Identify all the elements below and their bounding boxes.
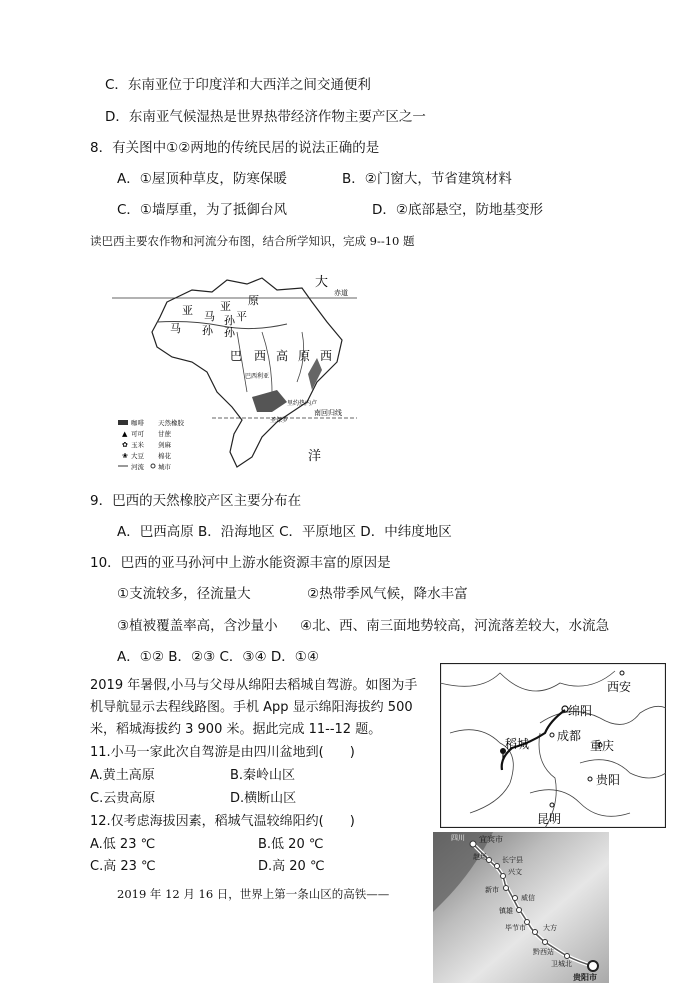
q9-stem: 9．巴西的天然橡胶产区主要分布在 (90, 493, 302, 509)
route-map (440, 663, 666, 828)
city-rio: 里约热内卢 (287, 400, 318, 407)
ocean-label-bottom: 洋 (308, 449, 322, 464)
legend-soybean: 大豆 (131, 452, 144, 460)
q12-stem: 12.仅考虑海拔因素，稻城气温较绵阳约( ) (90, 814, 355, 829)
city-saopaulo: 圣保罗 (270, 417, 289, 424)
legend-sugarcane: 甘蔗 (158, 430, 171, 438)
legend-river: 河流 (131, 463, 144, 471)
legend-city: 城市 (158, 463, 171, 471)
plateau-label-3: 高 (276, 349, 289, 363)
q11-option-c: C.云贵高原 (90, 791, 156, 806)
legend-coffee: 咖啡 (131, 419, 144, 427)
station-weichengbei: 卫城北 (551, 960, 572, 968)
q10-statement-1: ①支流较多，径流量大 (117, 586, 251, 602)
city-xian: 西安 (607, 680, 632, 694)
legend-sisal: 剑麻 (158, 441, 171, 449)
plateau-label-1: 巴 (230, 349, 243, 363)
q10-options: A．①② B．②③ C．③④ D．①④ (117, 649, 320, 665)
q8-option-a: A．①屋顶种草皮，防寒保暖 (117, 171, 287, 187)
q10-statement-3: ③植被覆盖率高，含沙量小 (117, 618, 278, 634)
amazon-label-7: 马 (170, 322, 181, 335)
station-zhaochang: 赵场 (473, 853, 487, 861)
q11-stem: 11.小马一家此次自驾游是由四川盆地到( ) (90, 745, 355, 760)
tropic-label: 南回归线 (314, 409, 342, 417)
brazil-map-intro: 读巴西主要农作物和河流分布图，结合所学知识，完成 9--10 题 (90, 234, 415, 248)
q8-stem: 8．有关图中①②两地的传统民居的说法正确的是 (90, 140, 380, 156)
trip-intro-line-3: 米，稻城海拔约 3 900 米。据此完成 11--12 题。 (90, 722, 382, 737)
amazon-label-5: 原 (248, 294, 259, 307)
q10-statement-4: ④北、西、南三面地势较高，河流落差较大，水流急 (300, 618, 610, 634)
q8-option-c: C．①墙厚重，为了抵御台风 (117, 202, 288, 218)
q9-options: A．巴西高原 B．沿海地区 C．平原地区 D．中纬度地区 (117, 524, 452, 540)
east-label: 西 (320, 349, 333, 363)
amazon-label-9: 孙 (224, 326, 235, 339)
plateau-label-4: 原 (298, 349, 311, 363)
amazon-label-1: 亚 (182, 304, 193, 317)
city-mianyang: 绵阳 (568, 704, 593, 718)
station-xinshi: 新市 (485, 886, 499, 894)
trip-intro-line-2: 机导航显示去程线路图。手机 App 显示绵阳海拔约 500 (90, 700, 413, 715)
city-chengdu: 成都 (557, 729, 582, 743)
station-xingwen: 兴文 (508, 868, 522, 876)
plateau-label-2: 西 (254, 349, 267, 363)
q11-option-d: D.横断山区 (230, 791, 297, 806)
amazon-label-3: 孙 (224, 314, 235, 327)
legend-cocoa: 可可 (131, 430, 144, 438)
amazon-label-2: 马 (204, 310, 215, 323)
q12-option-b: B.低 20 ℃ (258, 837, 324, 852)
ocean-label-top: 大 (315, 275, 329, 290)
q8-option-d: D．②底部悬空，防地基变形 (372, 202, 543, 218)
q11-option-a: A.黄土高原 (90, 768, 155, 783)
station-guiyang: 贵阳市 (573, 973, 597, 982)
q8-option-b: B．②门窗大，节省建筑材料 (342, 171, 512, 187)
station-weixin: 威信 (521, 894, 535, 902)
svg-text:❀: ❀ (122, 452, 128, 460)
amazon-label-8: 孙 (202, 324, 213, 337)
rail-map (433, 832, 609, 983)
city-daocheng: 稻城 (505, 737, 530, 751)
svg-text:✿: ✿ (122, 441, 128, 449)
q12-option-d: D.高 20 ℃ (258, 859, 325, 874)
legend-cotton: 棉花 (158, 452, 171, 460)
equator-label: 赤道 (334, 289, 348, 297)
q7-option-c: C．东南亚位于印度洋和大西洋之间交通便利 (105, 77, 371, 93)
q12-option-a: A.低 23 ℃ (90, 837, 156, 852)
city-kunming: 昆明 (537, 812, 562, 826)
rail-top-label: 四川 (451, 834, 465, 842)
station-yibin: 宜宾市 (479, 835, 503, 844)
q12-option-c: C.高 23 ℃ (90, 859, 156, 874)
city-brasilia: 巴西利亚 (245, 373, 270, 380)
amazon-label-6: 平 (236, 310, 247, 323)
q10-statement-2: ②热带季风气候，降水丰富 (307, 586, 468, 602)
q11-option-b: B.秦岭山区 (230, 768, 296, 783)
trip-intro-line-1: 2019 年暑假,小马与父母从绵阳去稻城自驾游。如图为手 (90, 678, 418, 693)
legend-corn: 玉米 (131, 441, 144, 449)
station-bijie: 毕节市 (505, 924, 526, 932)
q10-stem: 10．巴西的亚马孙河中上游水能资源丰富的原因是 (90, 555, 391, 571)
station-changning: 长宁县 (502, 856, 523, 864)
city-guiyang: 贵阳 (596, 773, 621, 787)
amazon-label-4: 亚 (220, 300, 231, 313)
station-dafang: 大方 (543, 924, 557, 932)
brazil-crop-map (112, 262, 357, 477)
station-qianxi: 黔西站 (533, 948, 554, 956)
q7-option-d: D．东南亚气候湿热是世界热带经济作物主要产区之一 (105, 109, 426, 125)
city-chongqing: 重庆 (590, 739, 615, 753)
legend-rubber: 天然橡胶 (158, 419, 184, 427)
rail-intro: 2019 年 12 月 16 日，世界上第一条山区的高铁—— (117, 887, 390, 901)
svg-text:▲: ▲ (122, 430, 128, 438)
station-zhenxiong: 镇雄 (499, 907, 513, 915)
